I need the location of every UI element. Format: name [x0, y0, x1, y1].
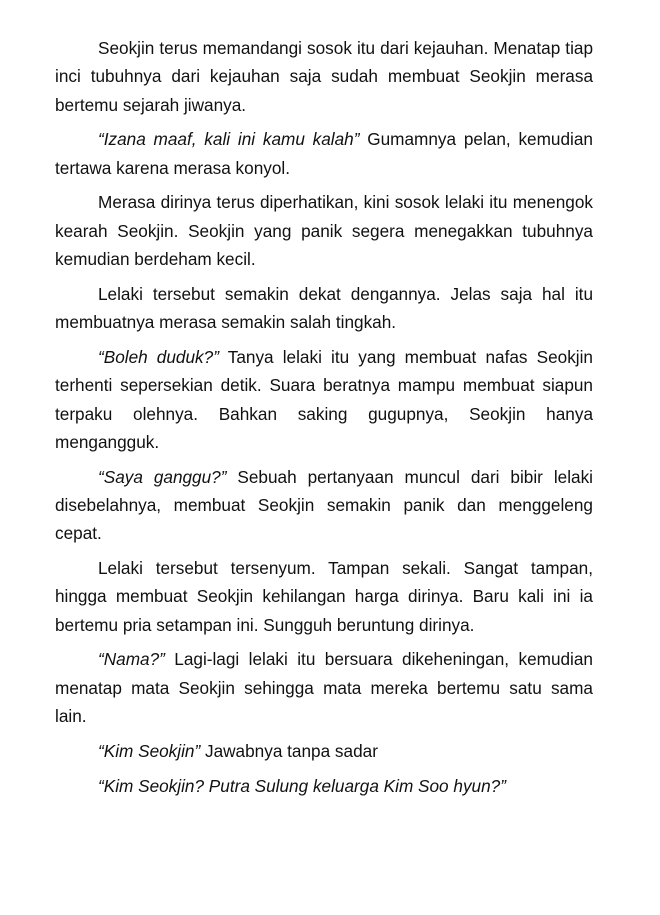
dialogue-quote: “Kim Seokjin” [98, 740, 201, 761]
paragraph-text: Seokjin terus memandangi sosok itu dari kejauhan. Menatap tiap inci tubuhnya dari kejauhan saja sudah membuat Seokjin merasa bertemu sejarah jiwanya. [55, 38, 593, 115]
paragraph-2 [55, 125, 593, 182]
paragraph-text: Jawabnya tanpa sadar [200, 740, 378, 761]
paragraph-text: Lelaki tersebut semakin dekat dengannya. Jelas saja hal itu membuatnya merasa semakin salah tingkah. [55, 283, 593, 333]
paragraph-8 [55, 645, 593, 730]
paragraph-6 [55, 463, 593, 548]
document-page [55, 34, 593, 806]
paragraph-7 [55, 554, 593, 639]
paragraph-text: Lelaki tersebut tersenyum. Tampan sekali. Sangat tampan, hingga membuat Seokjin kehilangan harga dirinya. Baru kali ini ia bertemu pria setampan ini. Sungguh beruntung dirinya. [55, 558, 593, 635]
paragraph-3 [55, 188, 593, 273]
paragraph-text: Sebuah pertanyaan muncul dari bibir lelaki disebelahnya, membuat Seokjin semakin panik dan menggeleng cepat. [55, 466, 593, 544]
paragraph-5 [55, 343, 593, 456]
paragraph-1 [55, 34, 593, 119]
paragraph-text: Merasa dirinya terus diperhatikan, kini sosok lelaki itu menengok kearah Seokjin. Seokjin yang panik segera menegakkan tubuhnya kemudian berdeham kecil. [55, 192, 593, 270]
dialogue-quote: “Izana maaf, kali ini kamu kalah” [98, 129, 360, 150]
paragraph-4 [55, 280, 593, 337]
paragraph-9 [55, 737, 593, 765]
paragraph-text: Lagi-lagi lelaki itu bersuara dikeheningan, kemudian menatap mata Seokjin sehingga mata mereka bertemu satu sama lain. [55, 649, 593, 727]
dialogue-quote: “Nama?” [98, 649, 165, 670]
paragraph-text: Gumamnya pelan, kemudian tertawa karena merasa konyol. [55, 129, 593, 178]
paragraph-text: Tanya lelaki itu yang membuat nafas Seokjin terhenti sepersekian detik. Suara beratnya mampu membuat siapun terpaku olehnya. Bahkan saking gugupnya, Seokjin hanya mengangguk. [55, 346, 593, 452]
paragraph-10 [55, 772, 593, 800]
dialogue-quote: “Saya ganggu?” [98, 466, 227, 487]
dialogue-quote: “Kim Seokjin? Putra Sulung keluarga Kim Soo hyun?” [98, 775, 506, 796]
dialogue-quote: “Boleh duduk?” [98, 346, 219, 367]
